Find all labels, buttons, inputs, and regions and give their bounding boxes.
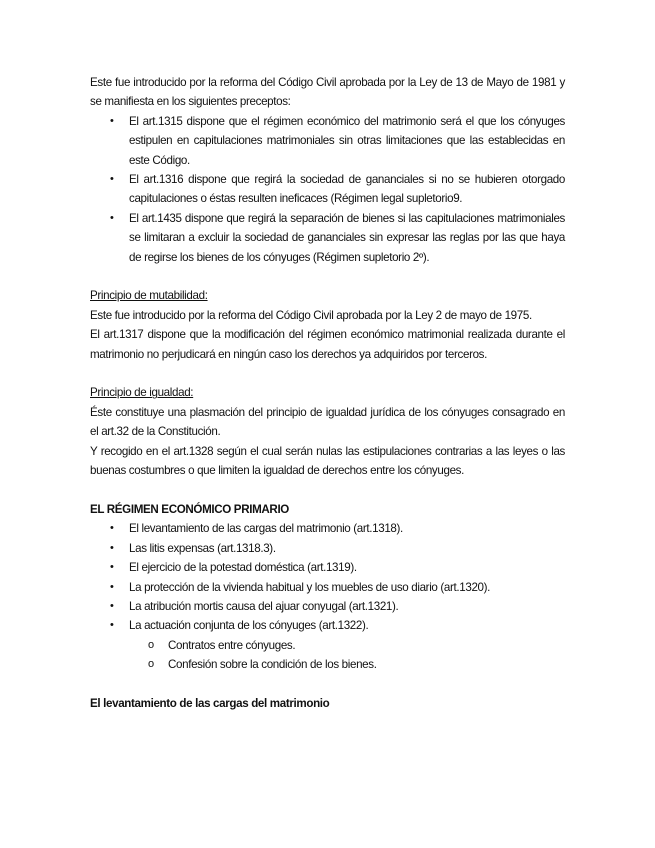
circle-bullet-icon: o bbox=[148, 638, 154, 651]
circle-bullet-icon: o bbox=[148, 658, 154, 671]
section-heading-igualdad: Principio de igualdad: bbox=[90, 386, 194, 400]
bullet-icon: • bbox=[110, 619, 114, 632]
list-item: • El ejercicio de la potestad doméstica (art.1319). bbox=[90, 558, 565, 577]
document-page bbox=[90, 73, 565, 713]
list-item: • El levantamiento de las cargas del matrimonio (art.1318). bbox=[90, 519, 565, 538]
list-item: • El art.1316 dispone que regirá la sociedad de gananciales si no se hubieren otorgado capitulaciones o éstas resulten ineficaces (Régimen legal supletorio9. bbox=[90, 170, 565, 209]
intro-paragraph: Este fue introducido por la reforma del Código Civil aprobada por la Ley de 13 de Mayo de 1981 y se manifiesta en los siguientes preceptos: bbox=[90, 76, 565, 109]
bullet-icon: • bbox=[110, 561, 114, 574]
bullet-icon: • bbox=[110, 211, 114, 224]
sub-list-item: o Confesión sobre la condición de los bienes. bbox=[90, 655, 565, 674]
bullet-icon: • bbox=[110, 580, 114, 593]
intro-bullet-list bbox=[90, 112, 565, 267]
list-item: • El art.1435 dispone que regirá la separación de bienes si las capitulaciones matrimoniales se limitaran a excluir la sociedad de gananciales sin expresar las reglas por las que haya de regirse los bienes de los cónyuges (Régimen supletorio 2º). bbox=[90, 209, 565, 267]
bullet-icon: • bbox=[110, 599, 114, 612]
section-heading-levantamiento: El levantamiento de las cargas del matrimonio bbox=[90, 696, 330, 710]
mutabilidad-paragraph-2: El art.1317 dispone que la modificación del régimen económico matrimonial realizada durante el matrimonio no perjudicará en ningún caso los derechos ya adquiridos por terceros. bbox=[90, 328, 565, 361]
list-item: • La actuación conjunta de los cónyuges (art.1322). o Contratos entre cónyuges. o Confesión sobre la condición de los bienes. bbox=[90, 616, 565, 674]
bullet-icon: • bbox=[110, 114, 114, 127]
sub-list-item: o Contratos entre cónyuges. bbox=[90, 636, 565, 655]
sub-bullet-list bbox=[129, 636, 565, 675]
mutabilidad-paragraph-1: Este fue introducido por la reforma del Código Civil aprobada por la Ley 2 de mayo de 1975. bbox=[90, 308, 532, 322]
list-item: • La protección de la vivienda habitual y los muebles de uso diario (art.1320). bbox=[90, 578, 565, 597]
bullet-icon: • bbox=[110, 541, 114, 554]
bullet-icon: • bbox=[110, 522, 114, 535]
section-heading-mutabilidad: Principio de mutabilidad: bbox=[90, 289, 208, 303]
primario-bullet-list bbox=[90, 519, 565, 674]
igualdad-paragraph-1: Éste constituye una plasmación del principio de igualdad jurídica de los cónyuges consagrado en el art.32 de la Constitución. bbox=[90, 405, 565, 439]
list-item: • El art.1315 dispone que el régimen económico del matrimonio será el que los cónyuges estipulen en capitulaciones matrimoniales sin otras limitaciones que las establecidas en este Código. bbox=[90, 112, 565, 170]
list-item: • La atribución mortis causa del ajuar conyugal (art.1321). bbox=[90, 597, 565, 616]
list-item: • Las litis expensas (art.1318.3). bbox=[90, 539, 565, 558]
igualdad-paragraph-2: Y recogido en el art.1328 según el cual serán nulas las estipulaciones contrarias a las leyes o las buenas costumbres o que limiten la igualdad de derechos entre los cónyuges. bbox=[90, 444, 565, 478]
bullet-icon: • bbox=[110, 173, 114, 186]
section-heading-primario: EL RÉGIMEN ECONÓMICO PRIMARIO bbox=[90, 502, 289, 516]
